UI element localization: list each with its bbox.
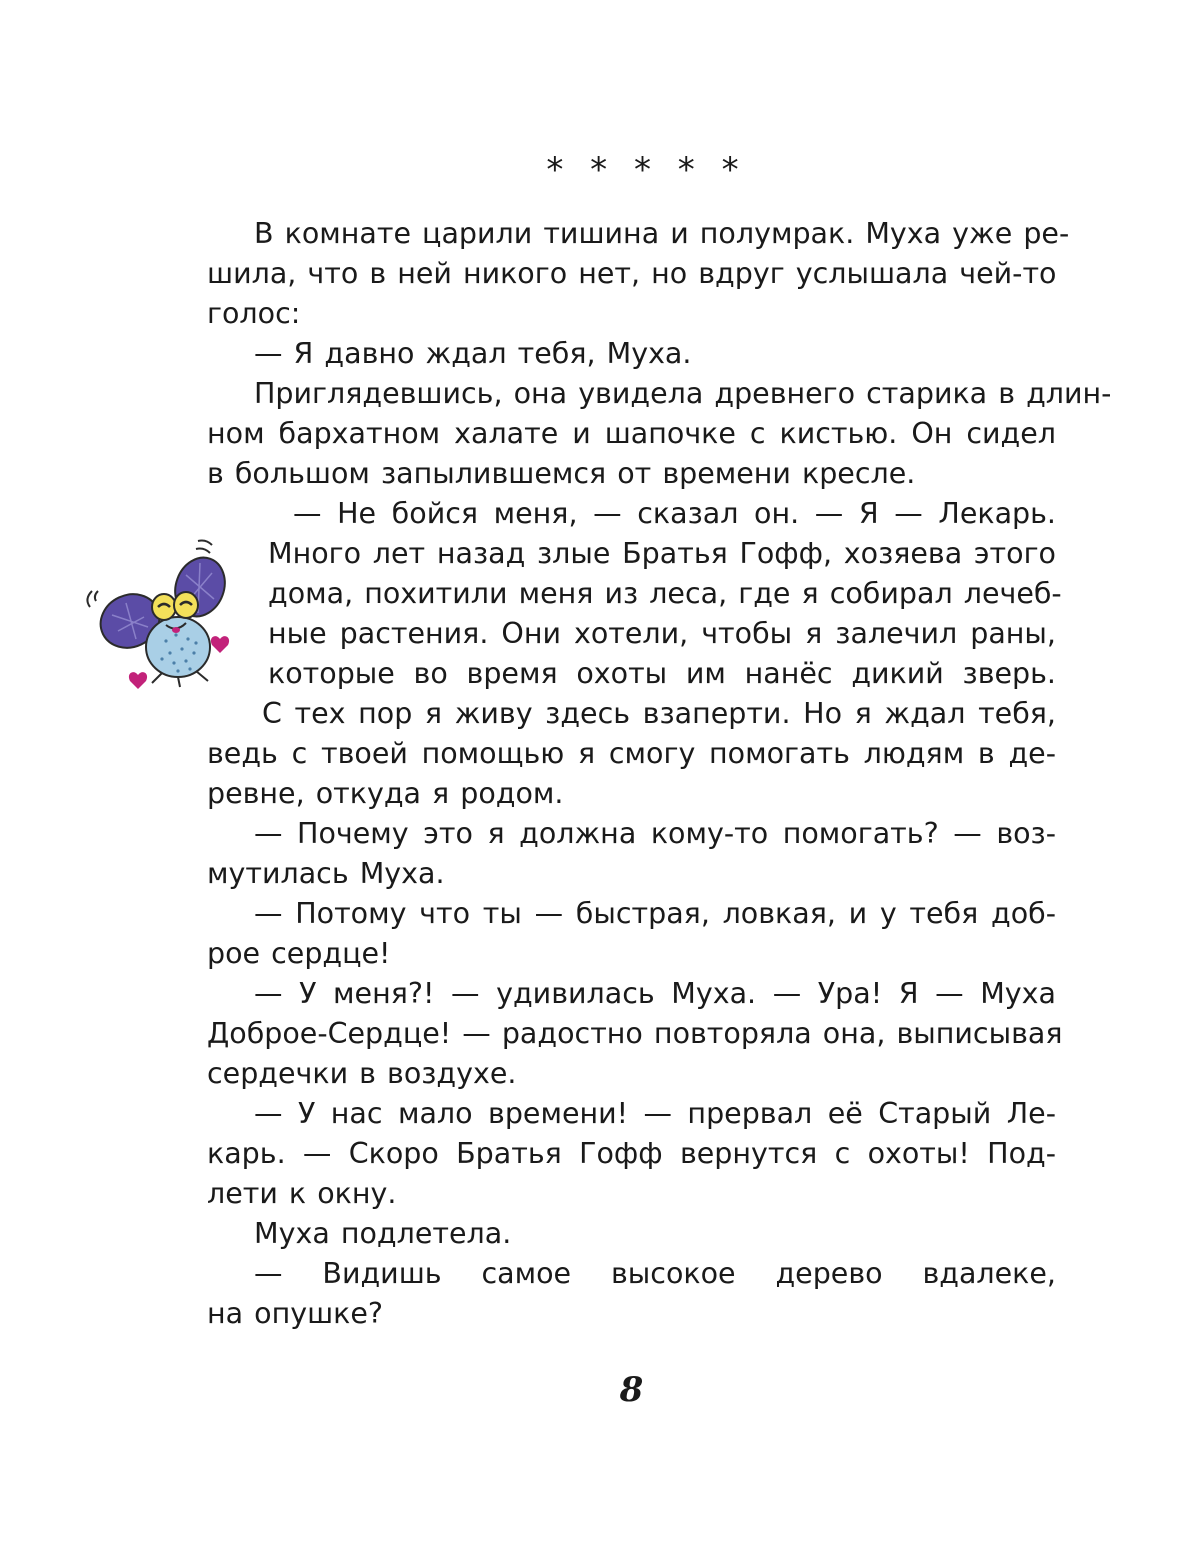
- text-line: Приглядевшись, она увидела древнего старика в длин-: [254, 377, 1112, 410]
- text-line: в большом запылившемся от времени кресле.: [207, 457, 916, 490]
- text-line: ведь с твоей помощью я смогу помогать людям в де-: [207, 737, 1056, 770]
- motion-line: [95, 591, 98, 601]
- text-line: В комнате царили тишина и полумрак. Муха уже ре-: [254, 217, 1070, 250]
- text-line: — Не бойся меня, — сказал он. — Я — Лекарь.: [293, 497, 1056, 530]
- heart-icon: [129, 672, 147, 689]
- left-eye: [152, 594, 176, 620]
- text-line: дома, похитили меня из леса, где я собирал лечеб-: [268, 577, 1062, 610]
- text-line: Доброе-Сердце! — радостно повторяла она, выписывая: [207, 1017, 1063, 1050]
- text-line: шила, что в ней никого нет, но вдруг услышала чей-то: [207, 257, 1057, 290]
- text-line: — Потому что ты — быстрая, ловкая, и у тебя доб-: [254, 897, 1056, 930]
- text-line: карь. — Скоро Братья Гофф вернутся с охоты! Под-: [207, 1137, 1056, 1170]
- motion-line: [87, 591, 92, 607]
- text-line: — Я давно ждал тебя, Муха.: [254, 337, 692, 370]
- text-line: на опушке?: [207, 1297, 384, 1330]
- fly-illustration: [78, 535, 238, 695]
- page-number: 8: [619, 1370, 644, 1410]
- right-eye: [174, 592, 198, 618]
- text-line: которые во время охоты им нанёс дикий зверь.: [268, 657, 1056, 690]
- text-line: голос:: [207, 297, 301, 330]
- fly-body: [146, 617, 210, 677]
- heart-icon: [211, 636, 229, 653]
- text-line: ные растения. Они хотели, чтобы я залечил раны,: [268, 617, 1056, 650]
- text-line: лети к окну.: [207, 1177, 397, 1210]
- text-line: ревне, откуда я родом.: [207, 777, 564, 810]
- text-line: — У меня?! — удивилась Муха. — Ура! Я — Муха: [254, 977, 1056, 1010]
- text-line: — У нас мало времени! — прервал её Старый Ле-: [254, 1097, 1056, 1130]
- text-line: мутилась Муха.: [207, 857, 445, 890]
- text-line: Много лет назад злые Братья Гофф, хозяева этого: [268, 537, 1056, 570]
- text-line: — Почему это я должна кому-то помогать? — воз-: [254, 817, 1056, 850]
- motion-line: [198, 541, 212, 546]
- text-line: ном бархатном халате и шапочке с кистью. Он сидел: [207, 417, 1056, 450]
- text-line: сердечки в воздухе.: [207, 1057, 517, 1090]
- text-line: рое сердце!: [207, 937, 391, 970]
- text-line: — Видишь самое высокое дерево вдалеке,: [254, 1257, 1056, 1290]
- text-line: Муха подлетела.: [254, 1217, 512, 1250]
- motion-line: [196, 549, 210, 554]
- section-separator: * * * * *: [546, 150, 747, 190]
- text-line: С тех пор я живу здесь взаперти. Но я ждал тебя,: [262, 697, 1056, 730]
